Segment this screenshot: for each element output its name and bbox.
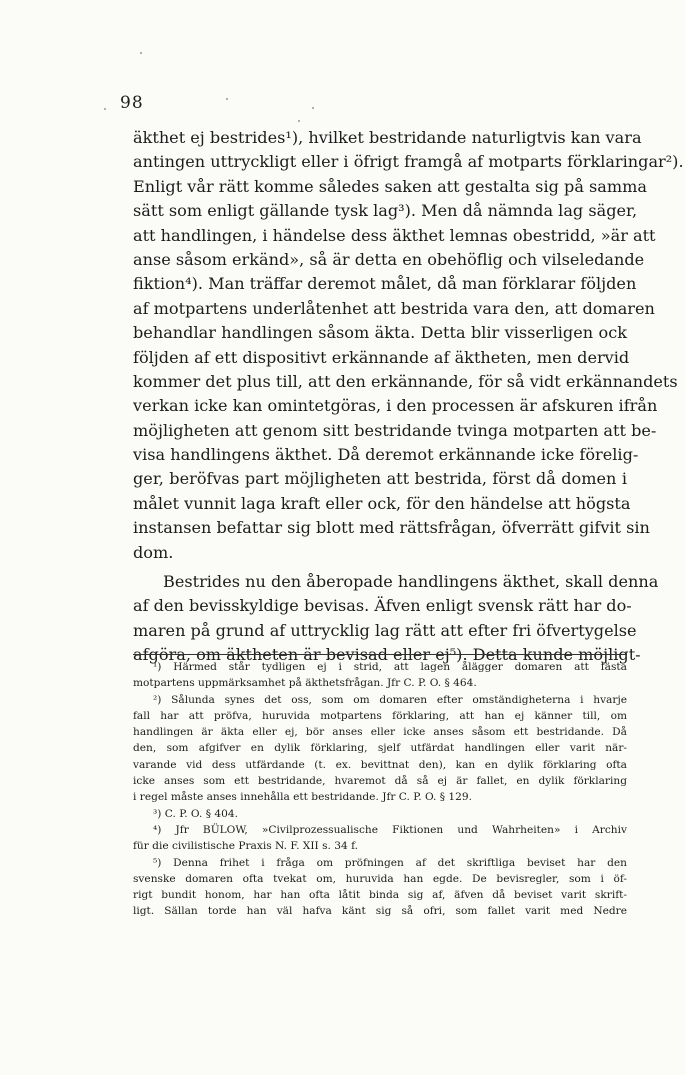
footnote-line: motpartens uppmärksamhet på äkthetsfrågan. Jfr C. P. O. § 464. (133, 677, 477, 690)
text-line: ger, beröfvas part möjligheten att bestrida, först då domen i (133, 469, 627, 489)
text-line: instansen befattar sig blott med rättsfrågan, öfverrätt gifvit sin (133, 518, 650, 538)
text-line: behandlar handlingen såsom äkta. Detta blir visserligen ock (133, 323, 627, 343)
footnote-line: den, som afgifver en dylik förklaring, sjelf utfärdat handlingen eller varit när- (133, 742, 627, 755)
footnote-line: icke anses som ett bestridande, hvaremot då så ej är fallet, en dylik förklaring (133, 775, 627, 788)
footnote-line: fall har att pröfva, huruvida motpartens förklaring, att han ej känner till, om (133, 709, 627, 722)
text-line: antingen uttryckligt eller i öfrigt framgå af motparts förklaringar²). (133, 152, 684, 172)
footnote-line: ²) Sålunda synes det oss, som om domaren efter omständigheterna i hvarje (153, 693, 627, 706)
footnote-line: i regel måste anses innehålla ett bestridande. Jfr C. P. O. § 129. (133, 791, 473, 804)
text-line: dom. (133, 542, 174, 562)
text-line: visa handlingens äkthet. Då deremot erkännande icke förelig- (133, 445, 639, 465)
text-line: Enligt vår rätt komme således saken att gestalta sig på samma (133, 176, 647, 196)
paper-speck (226, 98, 228, 100)
footnote-line: ³) C. P. O. § 404. (153, 807, 238, 820)
text-line: äkthet ej bestrides¹), hvilket bestridande naturligtvis kan vara (133, 128, 642, 147)
paper-speck (140, 52, 142, 54)
footnotes (133, 659, 627, 920)
footnote-line: ⁵) Denna frihet i fråga om pröfningen af det skriftliga beviset har den (153, 856, 627, 869)
main-text (133, 126, 684, 668)
text-line: af motpartens underlåtenhet att bestrida vara den, att domaren (133, 298, 655, 318)
text-line: anse såsom erkänd», så är detta en obehöflig och vilseledande (133, 249, 645, 269)
footnote-line: varande vid dess utfärdande (t. ex. bevittnat den), kan en dylik förklaring ofta (133, 758, 627, 771)
footnote-separator (133, 654, 627, 656)
text-line: afgöra, om äktheten är bevisad eller ej⁵). Detta kunde möjligt- (133, 645, 641, 665)
text-line: af den bevisskyldige bevisas. Äfven enligt svensk rätt har do- (133, 596, 632, 616)
text-line: Bestrides nu den åberopade handlingens äkthet, skall denna (163, 572, 659, 592)
footnote-line: rigt bundit honom, har han ofta låtit binda sig af, äfven då beviset varit skrift- (133, 889, 627, 902)
paper-speck (312, 107, 314, 109)
text-line: kommer det plus till, att den erkännande, för så vidt erkännandets (133, 371, 678, 391)
footnote-line: für die civilistische Praxis N. F. XII s. 34 f. (133, 840, 359, 853)
paper-speck (298, 120, 300, 122)
text-line: sätt som enligt gällande tysk lag³). Men då nämnda lag säger, (133, 201, 638, 221)
text-line: målet vunnit laga kraft eller ock, för den händelse att högsta (133, 493, 631, 513)
text-line: att handlingen, i händelse dess äkthet lemnas obestridd, »är att (133, 225, 656, 245)
page-number: 98 (120, 93, 144, 113)
footnote-line: ¹) Härmed står tydligen ej i strid, att lagen ålägger domaren att fästa (153, 661, 627, 673)
text-line: verkan icke kan omintetgöras, i den processen är afskuren ifrån (133, 396, 658, 416)
footnote-line: ligt. Sällan torde han väl hafva känt sig så ofri, som fallet varit med Nedre (133, 905, 627, 918)
text-line: möjligheten att genom sitt bestridande tvinga motparten att be- (133, 420, 657, 440)
footnote-line: handlingen är äkta eller ej, bör anses eller icke anses såsom ett bestridande. Då (133, 726, 627, 739)
footnote-line: svenske domaren ofta tvekat om, huruvida han egde. De bevisregler, som i öf- (133, 872, 627, 885)
text-line: fiktion⁴). Man träffar deremot målet, då man förklarar följden (133, 274, 637, 294)
footnote-line: ⁴) Jfr BÜLOW, »Civilprozessualische Fiktionen und Wahrheiten» i Archiv (153, 823, 627, 836)
text-line: följden af ett dispositivt erkännande af äktheten, men dervid (133, 347, 630, 367)
paper-speck (104, 108, 106, 110)
text-line: maren på grund af uttrycklig lag rätt att efter fri öfvertygelse (133, 620, 637, 640)
